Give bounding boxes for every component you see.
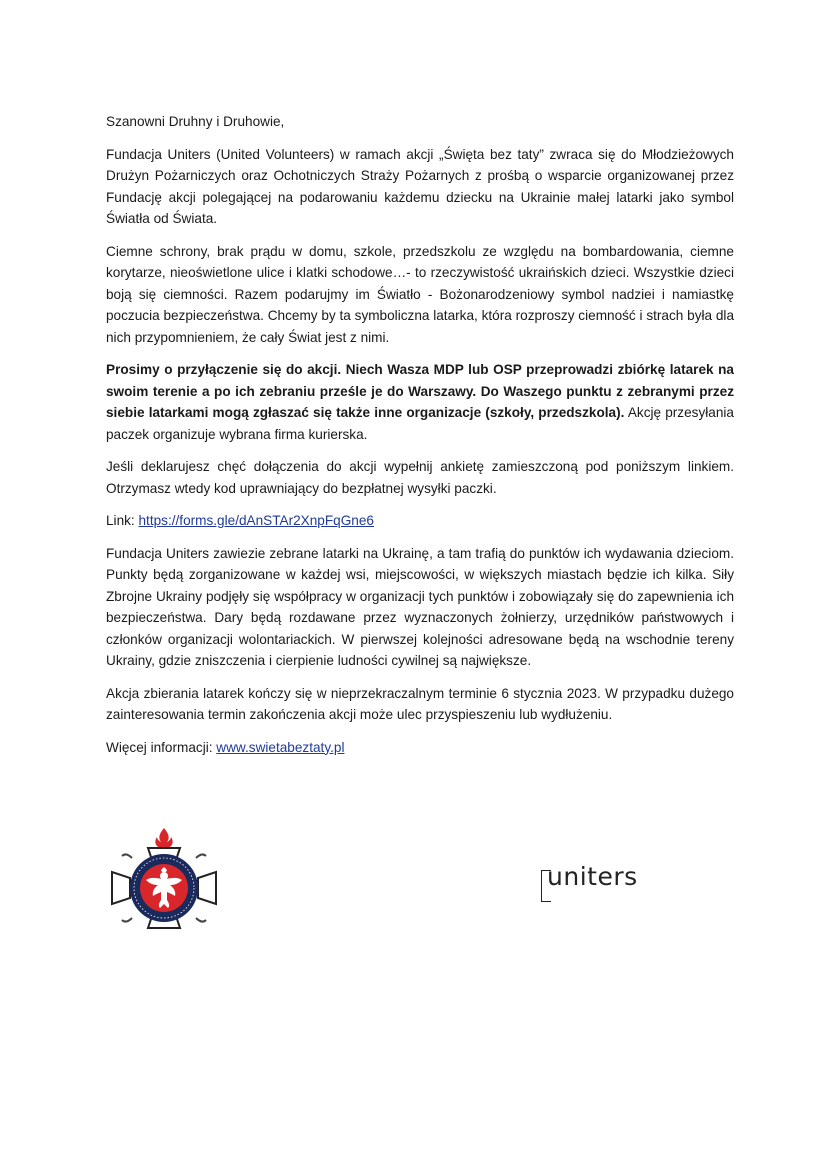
website-link[interactable]: www.swietabeztaty.pl (216, 739, 345, 755)
survey-link[interactable]: https://forms.gle/dAnSTAr2XnpFqGne6 (138, 513, 374, 528)
request-bold-text: Prosimy o przyłączenie się do akcji. Niech Wasza MDP lub OSP przeprowadzi zbiórkę latarek na swoim terenie a po ich zebraniu prześle je do Warszawy. Do Waszego punktu z zebranymi przez siebie latarkami mogą zgłaszać się także inne organizacje (szkoły, przedszkola). (106, 362, 734, 420)
letter-body (106, 111, 734, 769)
link-label: Link: (106, 513, 139, 528)
psp-emblem-icon (108, 826, 220, 950)
paragraph-request (106, 359, 734, 445)
paragraph-distribution: Fundacja Uniters zawiezie zebrane latarki na Ukrainę, a tam trafią do punktów ich wydawania dzieciom. Punkty będą zorganizowane w każdej wsi, miejscowości, w większych miastach będzie ich kilka. Siły Zbrojne Ukrainy podjęły się współpracy w organizacji tych punktów i zobowiązały się do zapewnienia ich bezpieczeństwa. Dary będą rozdawane przez wyznaczonych żołnierzy, urzędników państwowych i członków organizacji wolontariackich. W pierwszej kolejności adresowane będą na wschodnie tereny Ukrainy, gdzie zniszczenia i cierpienie ludności cywilnej są największe. (106, 545, 734, 668)
paragraph-context: Ciemne schrony, brak prądu w domu, szkole, przedszkolu ze względu na bombardowania, ciemne korytarze, nieoświetlone ulice i klatki schodowe…- to rzeczywistość ukraińskich dzieci. Wszystkie dzieci boją się ciemności. Razem podarujmy im Światło - Bożonarodzeniowy symbol nadziei i namiastkę poczucia bezpieczeństwa. Chcemy by ta symboliczna latarka, która rozproszy ciemność i strach była dla nich przypomnieniem, że cały Świat jest z nimi. (106, 243, 734, 345)
greeting: Szanowni Druhny i Druhowie, (106, 114, 285, 129)
uniters-wordmark: uniters (547, 862, 638, 891)
paragraph-intro: Fundacja Uniters (United Volunteers) w ramach akcji „Święta bez taty” zwraca się do Młodzieżowych Drużyn Pożarniczych oraz Ochotniczych Straży Pożarnych z prośbą o wsparcie organizowanej przez Fundację akcji polegającej na podarowaniu każdemu dziecku na Ukrainie małej latarki jako symbol Światła od Świata. (106, 146, 734, 226)
request-rest-text: Akcję przesyłania paczek organizuje wybrana firma kurierska. (106, 405, 734, 442)
more-info-line (106, 737, 734, 759)
survey-link-line (106, 510, 734, 532)
more-info-label: Więcej informacji: (106, 739, 217, 755)
uniters-logo (541, 862, 641, 904)
paragraph-deadline: Akcja zbierania latarek kończy się w nieprzekraczalnym terminie 6 stycznia 2023. W przypadku dużego zainteresowania termin zakończenia akcji może ulec przyspieszeniu lub wydłużeniu. (106, 685, 734, 722)
paragraph-survey: Jeśli deklarujesz chęć dołączenia do akcji wypełnij ankietę zamieszczoną pod poniższym linkiem. Otrzymasz wtedy kod uprawniający do bezpłatnej wysyłki paczki. (106, 459, 734, 496)
